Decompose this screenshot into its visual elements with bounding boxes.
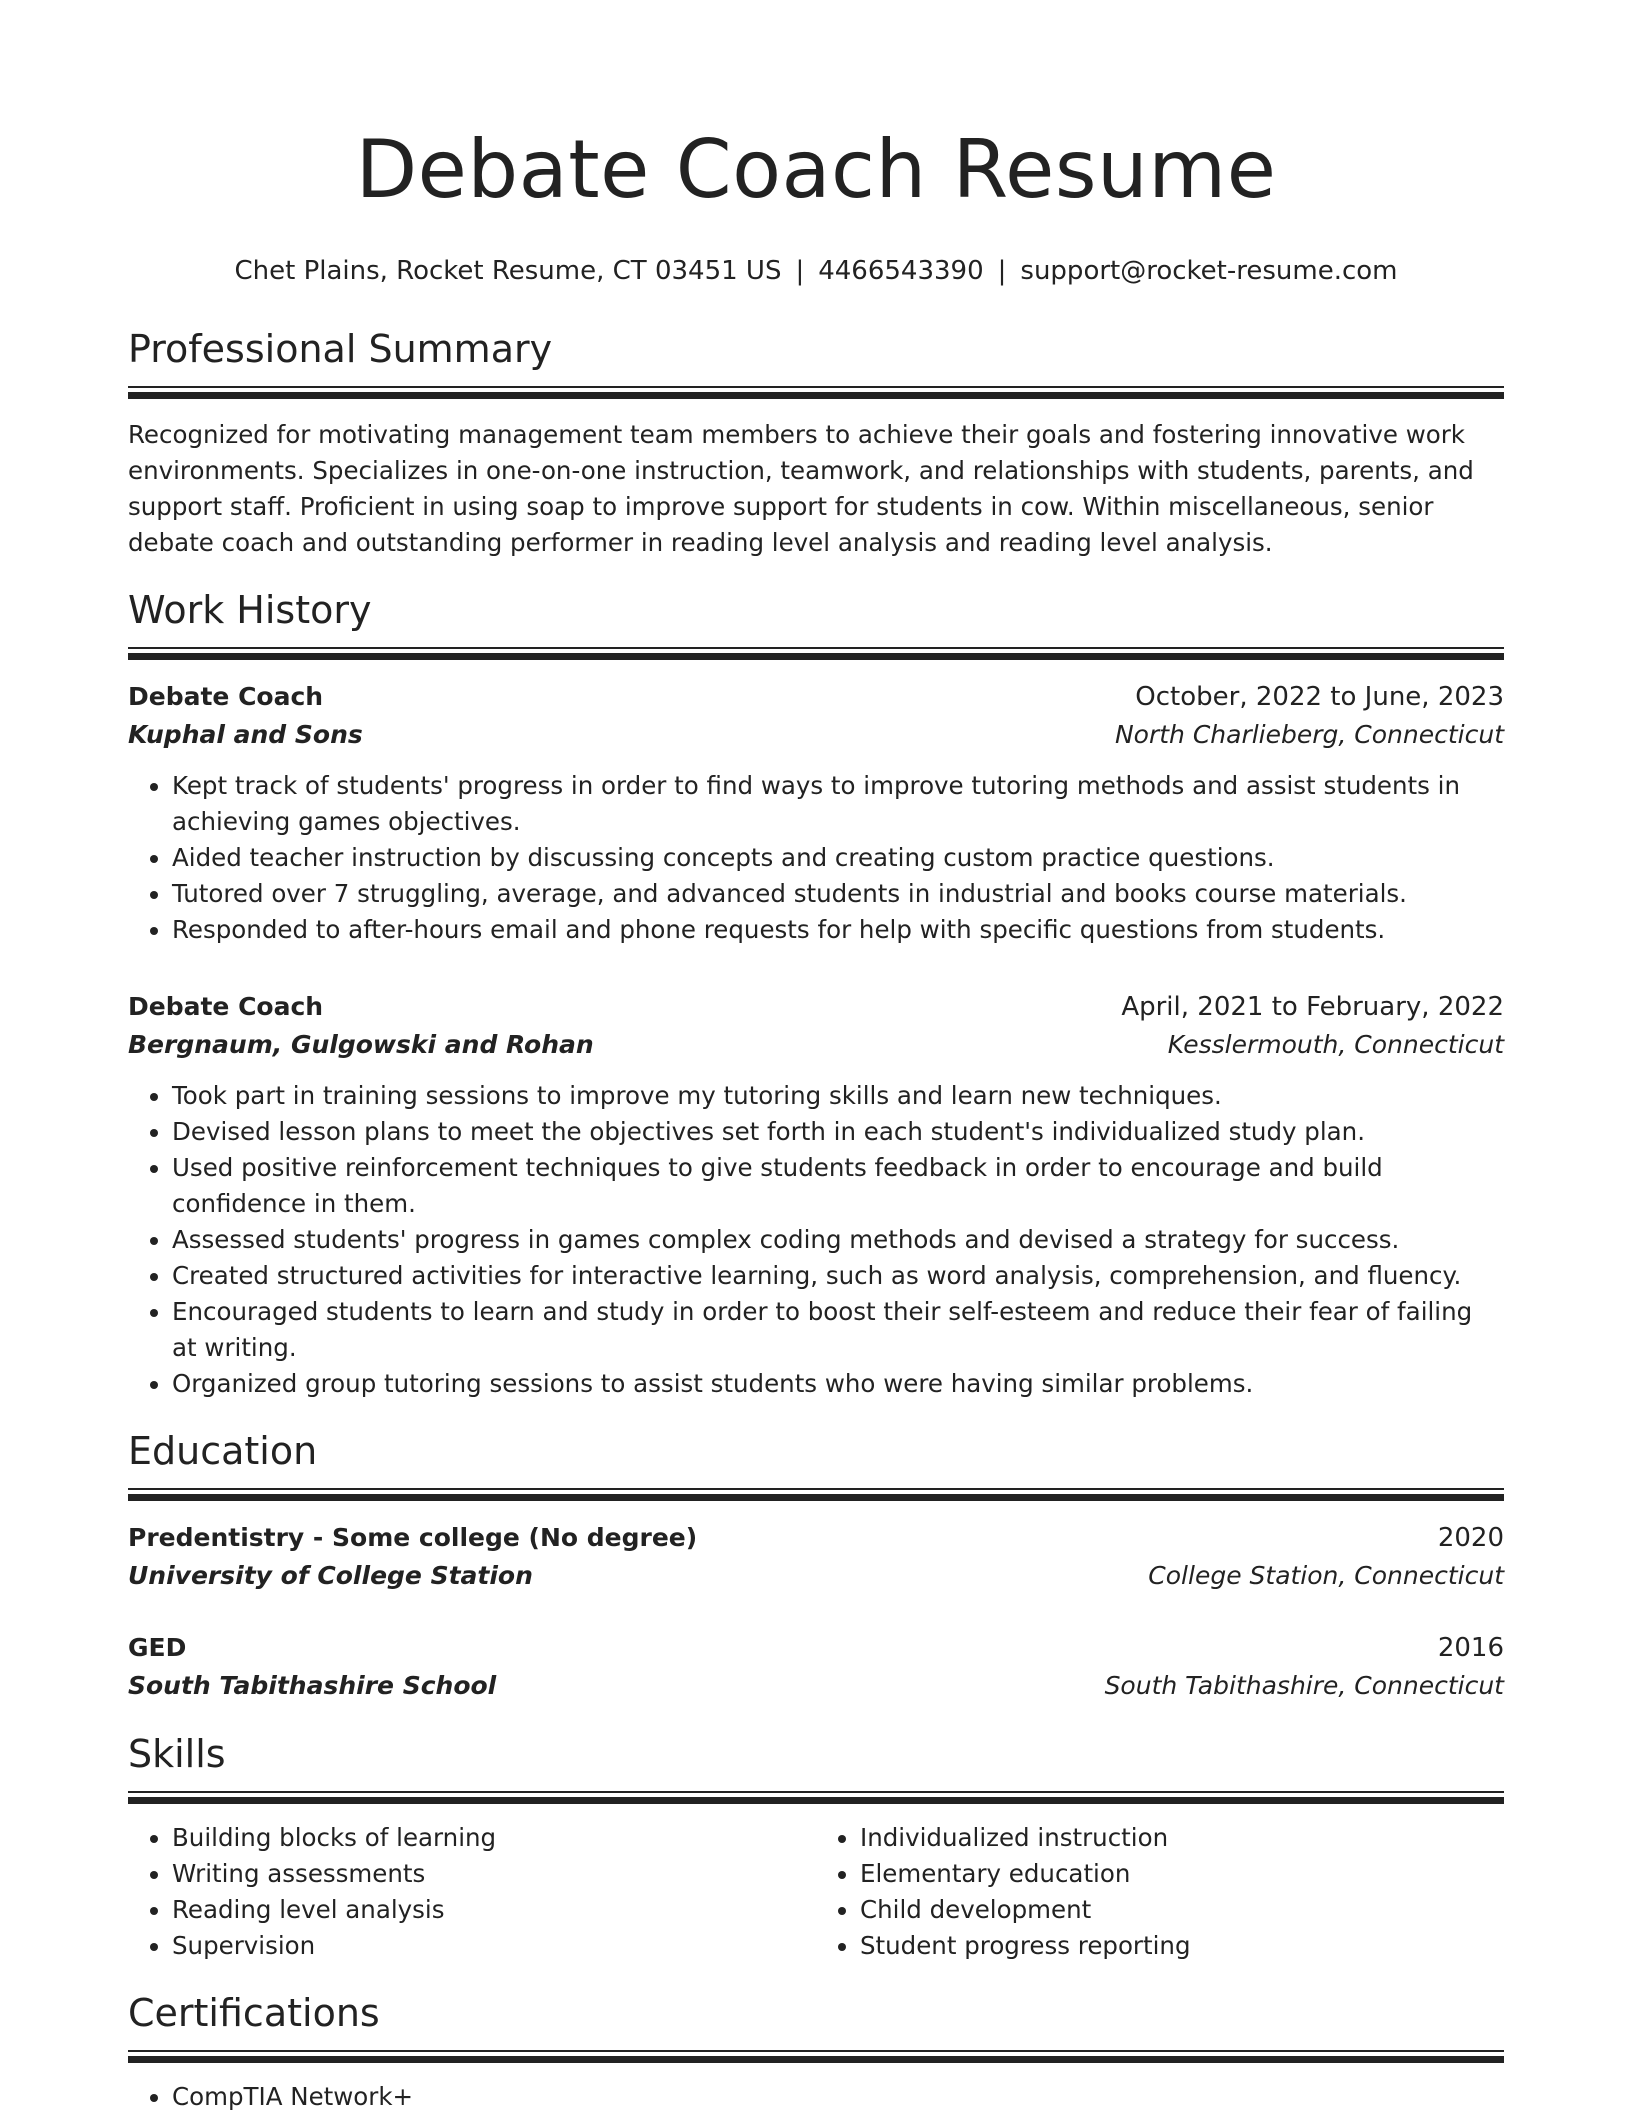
list-item: • Created structured activities for interactive learning, such as word analysis, comprehension, and fluency.: [172, 1258, 1504, 1294]
section-title: Certifications: [128, 1991, 380, 2035]
contact-line: [128, 254, 1504, 288]
list-item: • Kept track of students' progress in order to find ways to improve tutoring methods and assist students in achieving games objectives.: [172, 768, 1504, 840]
list-item: • Assessed students' progress in games complex coding methods and devised a strategy for success.: [172, 1222, 1504, 1258]
school-location: South Tabithashire, Connecticut: [1104, 1671, 1504, 1700]
list-item: • Reading level analysis: [172, 1892, 816, 1928]
section-divider: [128, 386, 1504, 399]
address: Chet Plains, Rocket Resume, CT 03451 US: [234, 256, 782, 286]
job-dates: April, 2021 to February, 2022: [1121, 992, 1504, 1022]
section-title: Work History: [128, 588, 372, 632]
school-name: University of College Station: [128, 1561, 533, 1590]
list-item: • Elementary education: [860, 1856, 1504, 1892]
list-item: • Child development: [860, 1892, 1504, 1928]
job-entry: [128, 678, 1504, 948]
education-school-row: [128, 1667, 1504, 1705]
company-name: Bergnaum, Gulgowski and Rohan: [128, 1030, 594, 1059]
list-item: • Organized group tutoring sessions to assist students who were having similar problems.: [172, 1366, 1504, 1402]
list-item: • Used positive reinforcement techniques to give students feedback in order to encourage and build confidence in them.: [172, 1150, 1504, 1222]
list-item: • Student progress reporting: [860, 1928, 1504, 1964]
job-title: Debate Coach: [128, 992, 324, 1021]
list-item: • Building blocks of learning: [172, 1820, 816, 1856]
summary-text: Recognized for motivating management team members to achieve their goals and fostering innovative work environments. Specializes in one-on-one instruction, teamwork, and relationships with students, parents, and support staff. Proficient in using soap to improve support for students in cow. Within miscellaneous, senior debate coach and outstanding performer in reading level analysis and reading level analysis.: [128, 420, 1474, 557]
section-divider: [128, 1488, 1504, 1501]
education-section: [128, 1428, 1504, 1705]
list-item: • Took part in training sessions to improve my tutoring skills and learn new techniques.: [172, 1078, 1504, 1114]
skills-list: [128, 1820, 816, 1964]
graduation-year: 2020: [1437, 1523, 1504, 1553]
education-school-row: [128, 1557, 1504, 1595]
job-company-row: [128, 1026, 1504, 1064]
school-location: College Station, Connecticut: [1148, 1561, 1504, 1590]
section-divider: [128, 1791, 1504, 1804]
separator: |: [795, 256, 805, 286]
list-item: • Tutored over 7 struggling, average, and advanced students in industrial and books course materials.: [172, 876, 1504, 912]
work-history-section: [128, 587, 1504, 1402]
section-title: Education: [128, 1429, 318, 1473]
skills-column-left: [128, 1820, 816, 1964]
list-item: • Writing assessments: [172, 1856, 816, 1892]
list-item: • Encouraged students to learn and study in order to boost their self-esteem and reduce their fear of failing at writing.: [172, 1294, 1504, 1366]
education-header-row: [128, 1519, 1504, 1557]
skills-grid: [128, 1820, 1504, 1964]
job-header-row: [128, 678, 1504, 716]
job-company-row: [128, 716, 1504, 754]
list-item: • Supervision: [172, 1928, 816, 1964]
certifications-list: [128, 2079, 1504, 2115]
job-dates: October, 2022 to June, 2023: [1135, 682, 1504, 712]
skills-section: [128, 1731, 1504, 1964]
job-location: Kesslermouth, Connecticut: [1167, 1030, 1504, 1059]
list-item: • Responded to after-hours email and phone requests for help with specific questions from students.: [172, 912, 1504, 948]
page-title: Debate Coach Resume: [355, 123, 1277, 216]
section-divider: [128, 2050, 1504, 2063]
skills-list: [816, 1820, 1504, 1964]
email-link[interactable]: support@rocket-resume.com: [1020, 256, 1398, 286]
job-location: North Charlieberg, Connecticut: [1114, 720, 1504, 749]
education-entry: [128, 1519, 1504, 1595]
degree: GED: [128, 1633, 187, 1662]
school-name: South Tabithashire School: [128, 1671, 497, 1700]
skills-column-right: [816, 1820, 1504, 1964]
job-header-row: [128, 988, 1504, 1026]
summary-section: [128, 326, 1504, 561]
list-item: • Devised lesson plans to meet the objectives set forth in each student's individualized study plan.: [172, 1114, 1504, 1150]
section-title: Skills: [128, 1732, 226, 1776]
education-entry: [128, 1629, 1504, 1705]
job-bullets: [128, 1078, 1504, 1402]
certifications-section: [128, 1990, 1504, 2115]
job-entry: [128, 988, 1504, 1402]
degree: Predentistry - Some college (No degree): [128, 1523, 698, 1552]
list-item: • CompTIA Network+: [172, 2079, 1504, 2115]
job-title: Debate Coach: [128, 682, 324, 711]
list-item: • Individualized instruction: [860, 1820, 1504, 1856]
job-bullets: [128, 768, 1504, 948]
section-divider: [128, 647, 1504, 660]
list-item: • Aided teacher instruction by discussing concepts and creating custom practice questions.: [172, 840, 1504, 876]
graduation-year: 2016: [1437, 1633, 1504, 1663]
separator: |: [997, 256, 1007, 286]
education-header-row: [128, 1629, 1504, 1667]
company-name: Kuphal and Sons: [128, 720, 363, 749]
phone: 4466543390: [818, 256, 984, 286]
section-title: Professional Summary: [128, 327, 553, 371]
